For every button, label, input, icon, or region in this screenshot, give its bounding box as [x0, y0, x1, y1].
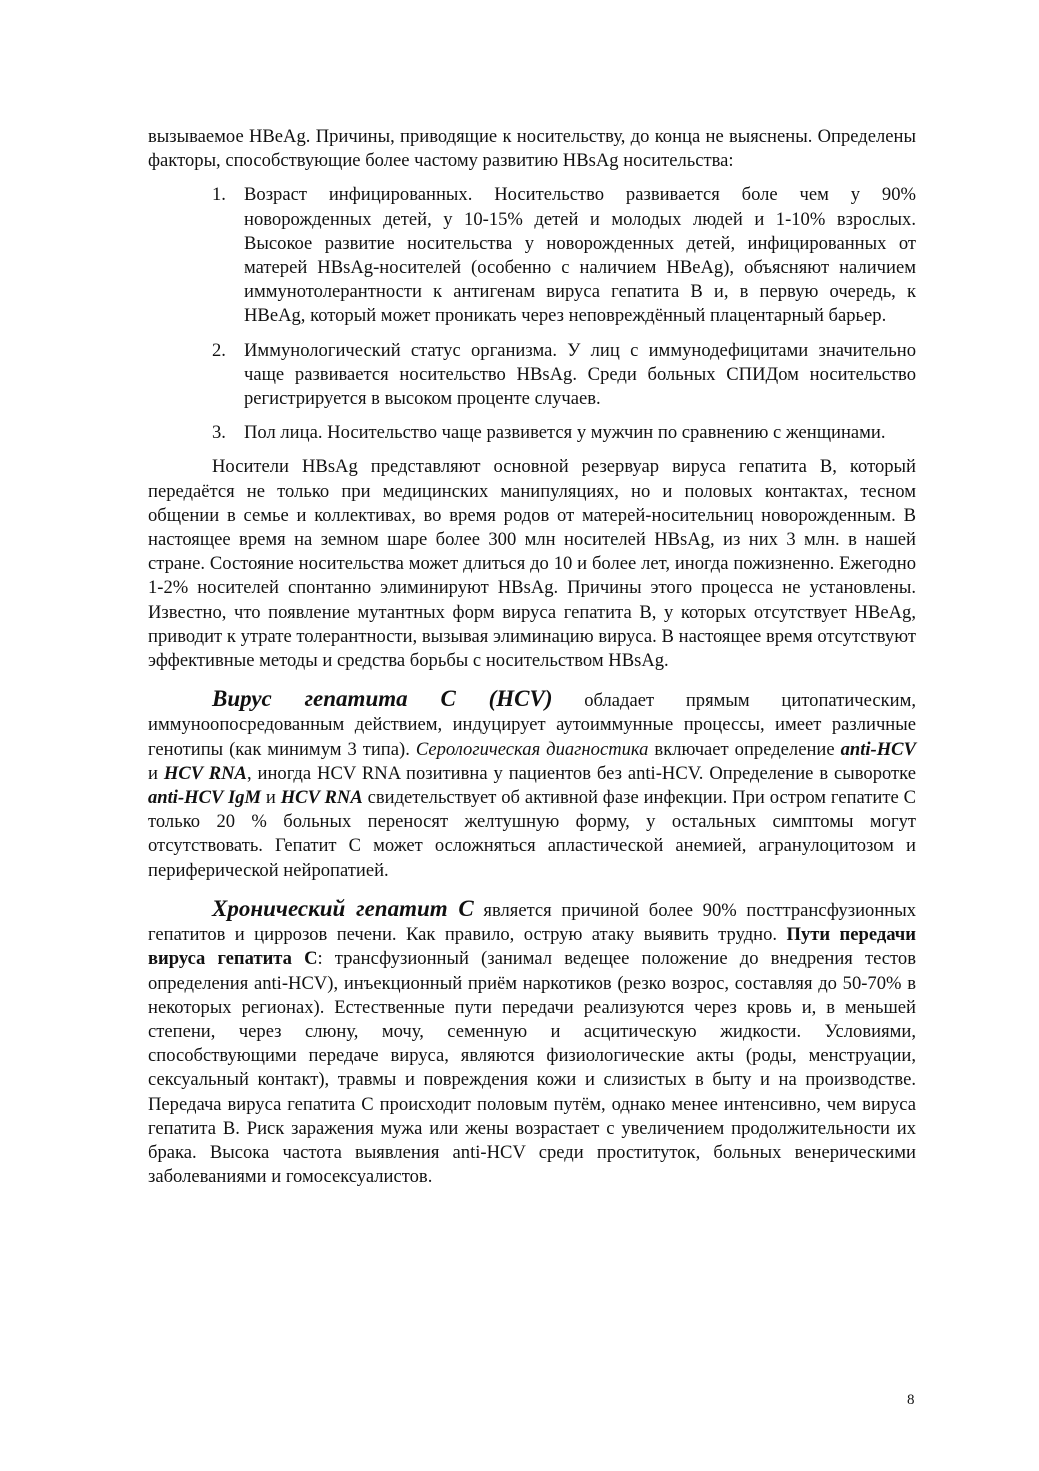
list-item-text: Иммунологический статус организма. У лиц с иммунодефицитами значительно чаще развивается носительство HBsAg. Среди больных СПИДом носительство регистрируется в высоком проценте случаев.	[244, 339, 916, 410]
hcv-rna-term-2: HCV RNA	[280, 787, 363, 809]
hcv-text-4: свидетельствует об активной фазе инфекции. При остром гепатите С только 20 % больных переносят желтушную форму, у остальных симптомы могут отсутствовать. Гепатит С может осложняться апластической анемией, агранулоцитозом и периферической нейропатией.	[148, 787, 917, 881]
hcv-heading: Вирус гепатита С (HCV)	[212, 686, 553, 712]
page-number: 8	[907, 1392, 915, 1408]
list-item-number: 2.	[212, 339, 226, 361]
hcv-text-3: , иногда HCV RNA позитивна у пациентов без anti-HCV. Определение в сыворотке	[246, 762, 917, 784]
intro-paragraph: вызываемое HBeAg. Причины, приводящие к носительству, до конца не выяснены. Определены факторы, способствующие более частому развитию HBsAg носительства:	[148, 126, 916, 172]
list-item-text: Пол лица. Носительство чаще развивется у мужчин по сравнению с женщинами.	[244, 422, 886, 444]
factors-list	[148, 183, 916, 445]
chronic-paragraph	[148, 897, 916, 1189]
list-item	[148, 421, 916, 445]
text-body	[148, 125, 916, 1189]
hcv-text-2: включает определение	[648, 738, 841, 760]
list-item	[148, 183, 916, 328]
list-item-number: 1.	[212, 184, 226, 206]
carriers-paragraph: Носители HBsAg представляют основной резервуар вируса гепатита В, который передаётся не только при медицинских манипуляциях, но и половых контактах, тесном общении в семье и коллективах, во время родов от матерей-носительниц новорожденным. В настоящее время на земном шаре более 300 млн носителей HBsAg, из них 3 млн. в нашей стране. Состояние носительства может длиться до 10 и более лет, иногда пожизненно. Ежегодно 1-2% носителей спонтанно элиминируют HBsAg. Причины этого процесса не установлены. Известно, что появление мутантных форм вируса гепатита В, у которых отсутствует HBeAg, приводит к утрате толерантности, вызывая элиминацию вируса. В настоящее время отсутствуют эффективные методы и средства борьбы с носительством HBsAg.	[148, 456, 916, 672]
hcv-paragraph	[148, 687, 916, 883]
hcv-and-2: и	[261, 787, 281, 809]
anti-hcv-igm-term: anti-HCV IgM	[148, 787, 262, 809]
hcv-text-1: обладает прямым цитопатическим, иммуноопосредованным действием, индуцирует аутоиммунные процессы, имеет различные генотипы (как минимум 3 типа).	[148, 690, 916, 760]
anti-hcv-term: anti-HCV	[840, 738, 916, 760]
chronic-text-1: является причиной более 90% посттрансфузионных гепатитов и циррозов печени. Как правило, острую атаку выявить трудно.	[148, 899, 917, 946]
list-item-text: Возраст инфицированных. Носительство развивается боле чем у 90% новорожденных детей, у 10-15% детей и молодых людей и 1-10% взрослых. Высокое развитие носительства у новорожденных детей, инфицированных от матерей HBsAg-носителей (особенно с наличием HBeAg), объясняют наличием иммунотолерантности к антигенам вируса гепатита В и, в первую очередь, к HBeAg, который может проникать через неповреждённый плацентарный барьер.	[244, 184, 916, 327]
list-item	[148, 339, 916, 412]
serology-label: Серологическая диагностика	[415, 738, 649, 760]
hcv-rna-term: HCV RNA	[163, 762, 247, 784]
chronic-text-2: : трансфузионный (занимал ведещее положение до внедрения тестов определения anti-HCV), инъекционный приём наркотиков (резко возрос, составляя до 50-70% в некоторых регионах). Естественные пути передачи реализуются через кровь и, в меньшей степени, через слюну, мочу, семенную и асцитическую жидкости. Условиями, способствующими передаче вируса, являются физиологические акты (роды, менструации, сексуальный контакт), травмы и повреждения кожи и слизистых в быту и на производстве. Передача вируса гепатита С происходит половым путём, однако менее интенсивно, чем вируса гепатита В. Риск заражения мужа или жены возрастает с увеличением продолжительности их брака. Высока частота выявления anti-HCV среди проституток, больных венерическими заболеваниями и гомосексуалистов.	[148, 948, 916, 1188]
chronic-heading: Хронический гепатит С	[212, 895, 474, 921]
list-item-number: 3.	[212, 422, 226, 444]
hcv-and-1: и	[148, 762, 164, 784]
routes-label: Пути передачи вируса гепатита С	[148, 924, 916, 970]
